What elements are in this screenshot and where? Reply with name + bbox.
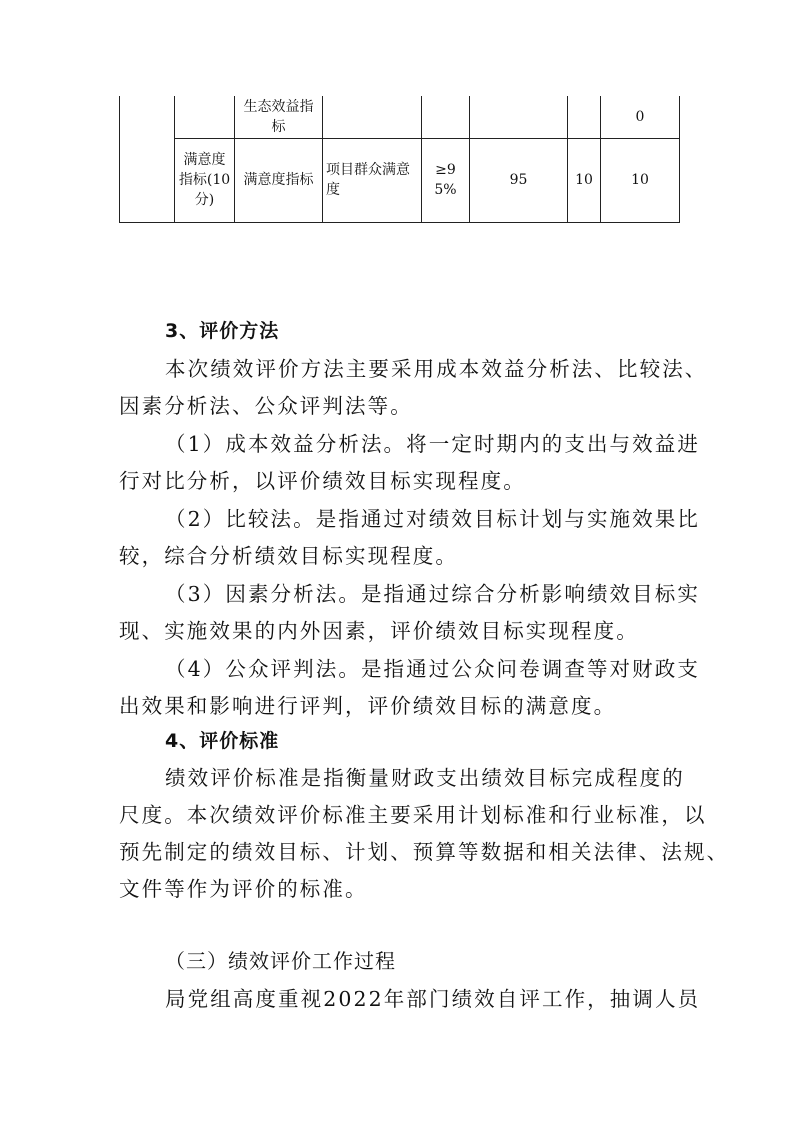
paragraph-line: 局党组高度重视2022年部门绩效自评工作，抽调人员 <box>165 987 701 1011</box>
paragraph-line: 行对比分析，以评价绩效目标实现程度。 <box>119 469 526 493</box>
paragraph-line: 较，综合分析绩效目标实现程度。 <box>119 544 458 568</box>
paragraph-line: 预先制定的绩效目标、计划、预算等数据和相关法律、法规、 <box>119 840 730 864</box>
paragraph-line: 本次绩效评价方法主要采用成本效益分析法、比较法、 <box>165 357 708 381</box>
table-cell: 10 <box>601 138 680 222</box>
table-row <box>120 138 680 222</box>
paragraph-line: 因素分析法、公众评判法等。 <box>119 394 413 418</box>
paragraph-line: （4）公众评判法。是指通过公众问卷调查等对财政支 <box>165 657 700 681</box>
table-cell: 95 <box>470 138 568 222</box>
paragraph-line: 尺度。本次绩效评价标准主要采用计划标准和行业标准，以 <box>119 803 707 827</box>
paragraph-line: 绩效评价标准是指衡量财政支出绩效目标完成程度的 <box>165 766 685 790</box>
section-heading: 3、评价方法 <box>165 320 280 342</box>
table-cell: 满意度指标(10分) <box>175 138 235 222</box>
table-cell: 10 <box>568 138 601 222</box>
table-cell: 项目群众满意度 <box>323 138 422 222</box>
paragraph-line: （2）比较法。是指通过对绩效目标计划与实施效果比 <box>165 507 700 531</box>
table-cell: 满意度指标 <box>235 138 323 222</box>
table-cell <box>323 96 422 138</box>
section-heading: （三）绩效评价工作过程 <box>165 949 396 973</box>
paragraph-line: （1）成本效益分析法。将一定时期内的支出与效益进 <box>165 432 700 456</box>
table-cell: 0 <box>601 96 680 138</box>
table-cell <box>568 96 601 138</box>
paragraph-line: 现、实施效果的内外因素，评价绩效目标实现程度。 <box>119 619 639 643</box>
table-row <box>120 96 680 138</box>
table-cell: 生态效益指标 <box>235 96 323 138</box>
performance-indicator-table <box>119 96 680 223</box>
table-cell <box>175 96 235 138</box>
section-heading: 4、评价标准 <box>165 730 280 752</box>
table-cell <box>470 96 568 138</box>
paragraph-line: （3）因素分析法。是指通过综合分析影响绩效目标实 <box>165 582 700 606</box>
table-cell: ≥95% <box>422 138 470 222</box>
paragraph-line: 文件等作为评价的标准。 <box>119 877 368 901</box>
paragraph-line: 出效果和影响进行评判，评价绩效目标的满意度。 <box>119 694 617 718</box>
table-cell <box>422 96 470 138</box>
table-cell <box>120 96 175 222</box>
